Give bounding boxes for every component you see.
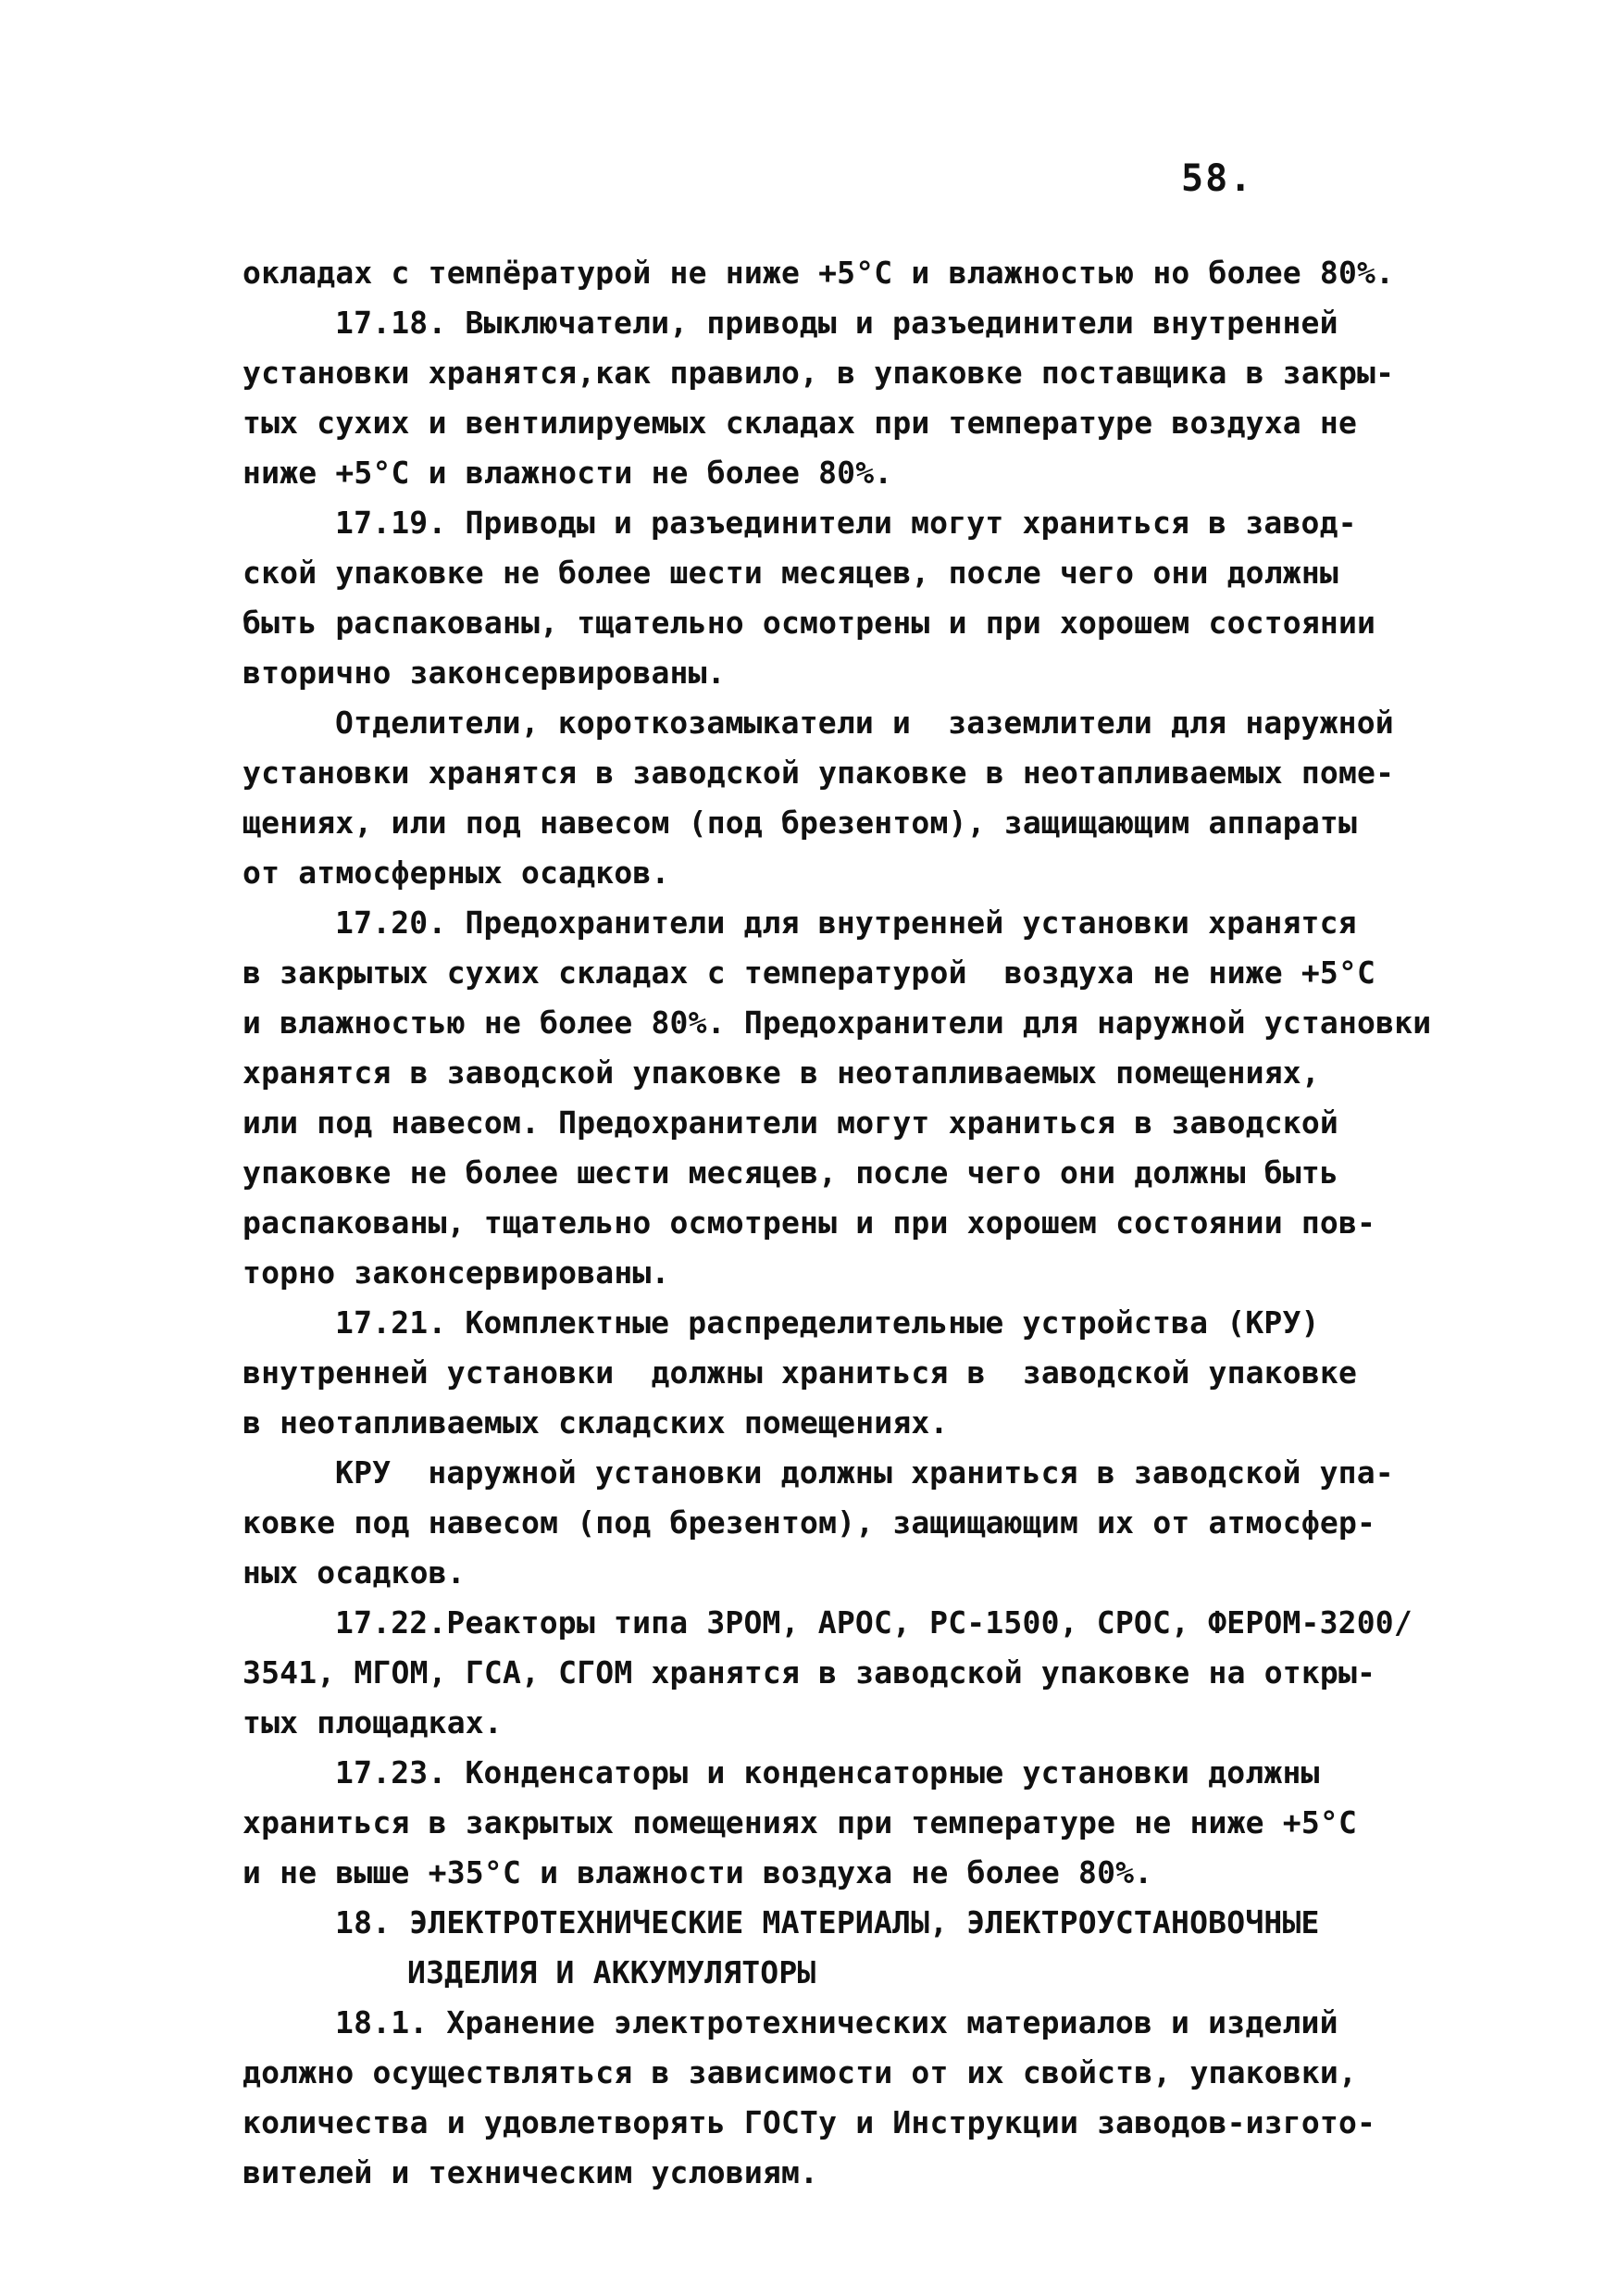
text-line: упаковке не более шести месяцев, после чего они должны быть	[243, 1154, 1338, 1191]
text-line: или под навесом. Предохранители могут храниться в заводской	[243, 1104, 1338, 1141]
text-line: окладах с темпёратурой не ниже +5°С и влажностью но более 80%.	[243, 255, 1395, 291]
text-line: вителей и техническим условиям.	[243, 2154, 819, 2190]
text-line: щениях, или под навесом (под брезентом), защищающим аппараты	[243, 805, 1358, 841]
text-line: быть распакованы, тщательно осмотрены и при хорошем состоянии	[243, 605, 1376, 641]
text-line: должно осуществляться в зависимости от их свойств, упаковки,	[243, 2054, 1358, 2090]
text-line: тых площадках.	[243, 1704, 503, 1741]
text-line: 17.18. Выключатели, приводы и разъединители внутренней	[335, 305, 1338, 341]
text-line: ской упаковке не более шести месяцев, после чего они должны	[243, 555, 1338, 591]
text-line: 17.21. Комплектные распределительные устройства (КРУ)	[335, 1304, 1320, 1341]
text-line: Отделители, короткозамыкатели и заземлители для наружной	[335, 705, 1394, 741]
text-line: 17.19. Приводы и разъединители могут храниться в завод-	[335, 505, 1357, 541]
text-line: ных осадков.	[243, 1554, 466, 1591]
text-line: тых сухих и вентилируемых складах при температуре воздуха не	[243, 405, 1358, 441]
text-line: установки хранятся,как правило, в упаковке поставщика в закры-	[243, 355, 1395, 391]
text-line: 17.20. Предохранители для внутренней установки хранятся	[335, 905, 1357, 941]
text-line: 17.23. Конденсаторы и конденсаторные установки должны	[335, 1754, 1320, 1791]
text-line: и влажностью не более 80%. Предохранители для наружной установки	[243, 1004, 1432, 1041]
text-line: в закрытых сухих складах с температурой воздуха не ниже +5°С	[243, 955, 1376, 991]
text-line: от атмосферных осадков.	[243, 855, 670, 891]
text-line: КРУ наружной установки должны храниться в заводской упа-	[335, 1454, 1394, 1491]
text-line: 17.22.Реакторы типа ЗРОМ, АРОС, РС-1500, СРОС, ФЕРОМ-3200/	[335, 1604, 1413, 1641]
text-line: в неотапливаемых складских помещениях.	[243, 1404, 949, 1441]
text-line: хранятся в заводской упаковке в неотапливаемых помещениях,	[243, 1054, 1320, 1091]
text-line: установки хранятся в заводской упаковке в неотапливаемых поме-	[243, 755, 1395, 791]
page-number: 58.	[1181, 157, 1254, 200]
text-line: храниться в закрытых помещениях при температуре не ниже +5°С	[243, 1804, 1358, 1841]
text-line: количества и удовлетворять ГОСТу и Инструкции заводов-изгото-	[243, 2104, 1376, 2140]
text-line: торно законсервированы.	[243, 1254, 670, 1291]
text-line: 18.1. Хранение электротехнических материалов и изделий	[335, 2004, 1338, 2040]
section-heading: ИЗДЕЛИЯ И АККУМУЛЯТОРЫ	[407, 1954, 816, 1990]
text-line: и не выше +35°С и влажности воздуха не более 80%.	[243, 1854, 1153, 1890]
text-line: 3541, МГОМ, ГСА, СГОМ хранятся в заводской упаковке на откры-	[243, 1654, 1376, 1691]
text-line: распакованы, тщательно осмотрены и при хорошем состоянии пов-	[243, 1204, 1376, 1241]
text-line: вторично законсервированы.	[243, 655, 726, 691]
text-line: ниже +5°С и влажности не более 80%.	[243, 455, 893, 491]
document-body	[243, 248, 1446, 2198]
text-line: внутренней установки должны храниться в заводской упаковке	[243, 1354, 1358, 1391]
text-line: ковке под навесом (под брезентом), защищающим их от атмосфер-	[243, 1504, 1376, 1541]
section-heading: 18. ЭЛЕКТРОТЕХНИЧЕСКИЕ МАТЕРИАЛЫ, ЭЛЕКТРОУСТАНОВОЧНЫЕ	[335, 1904, 1320, 1940]
